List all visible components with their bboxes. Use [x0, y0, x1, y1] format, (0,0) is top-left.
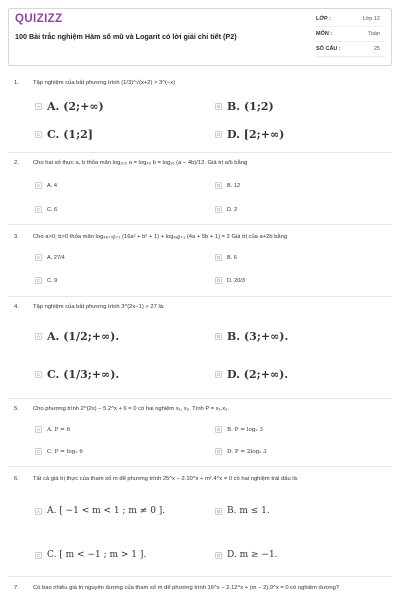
- option-text: D. P = 2log₂ 3: [227, 448, 267, 455]
- meta-label: LỚP :: [316, 16, 331, 22]
- document-title: 100 Bài trắc nghiệm Hàm số mũ và Logarit có lời giải chi tiết (P2): [15, 32, 237, 41]
- option-4a[interactable]: [35, 330, 119, 343]
- option-box[interactable]: B: [215, 254, 222, 261]
- option-3d[interactable]: [215, 277, 245, 284]
- meta-value: Lớp 12: [362, 16, 380, 22]
- option-text: A. P = 6: [47, 426, 71, 433]
- option-box[interactable]: B: [215, 508, 222, 515]
- question-text: Cho hai số thực a, b thỏa mãn log₁₀₀ a = log₄₀ b = log₁₆ (a − 4b)/12. Giá trị a/b bằng: [33, 160, 248, 166]
- option-text: A. [ −1 < m < 1 ; m ≠ 0 ].: [47, 506, 166, 516]
- option-text: C. 9: [47, 277, 58, 284]
- option-1c[interactable]: [35, 128, 93, 141]
- question-number: 3.: [14, 234, 19, 240]
- question-number: 4.: [14, 304, 19, 310]
- option-text: B. 12: [227, 182, 241, 189]
- option-1d[interactable]: [215, 128, 284, 141]
- meta-value: Toán: [368, 31, 380, 37]
- option-1a[interactable]: [35, 100, 104, 113]
- option-2d[interactable]: [215, 206, 237, 213]
- divider: [8, 152, 392, 153]
- meta-label: MÔN :: [316, 31, 333, 37]
- option-box[interactable]: A: [35, 254, 42, 261]
- question-text: Cho a>0; b>0 thỏa mãn log₄ₐ₊₅ᵦ₊₁ (16a² + b² + 1) + log₈ₐᵦ₊₁ (4a + 5b + 1) = 2 Giá trị của a+2b bằng: [33, 234, 288, 240]
- divider: [8, 398, 392, 399]
- option-box[interactable]: D: [216, 278, 221, 283]
- divider: [8, 296, 392, 297]
- question-text: Cho phương trình 2^(2x) − 5.2^x + 6 = 0 có hai nghiệm x₁, x₂. Tính P = x₁.x₂.: [33, 406, 229, 412]
- option-box[interactable]: C: [36, 372, 41, 377]
- option-6d[interactable]: [215, 550, 278, 560]
- question-text: Tập nghiệm của bất phương trình 3^(2x−1) > 27 là:: [33, 304, 165, 310]
- option-box[interactable]: D: [216, 207, 221, 212]
- option-text: D. (2;+∞).: [227, 368, 289, 381]
- divider: [8, 224, 392, 225]
- divider: [8, 466, 392, 467]
- question-number: 2.: [14, 160, 19, 166]
- option-6c[interactable]: [35, 550, 146, 560]
- option-box[interactable]: D: [216, 372, 221, 377]
- option-box[interactable]: A: [35, 333, 42, 340]
- option-box[interactable]: A: [35, 508, 42, 515]
- option-5c[interactable]: [35, 448, 83, 455]
- option-4c[interactable]: [35, 368, 119, 381]
- meta-value: 25: [373, 46, 380, 52]
- question-number: 7.: [14, 585, 19, 591]
- option-text: B. (3;+∞).: [227, 330, 289, 343]
- option-text: C. (1/3;+∞).: [47, 368, 120, 381]
- question-text: Tập nghiệm của bất phương trình (1/3)^√(x+2) > 3^(−x): [33, 80, 176, 86]
- option-box[interactable]: A: [35, 103, 42, 110]
- option-text: D. m ≥ −1.: [227, 550, 278, 560]
- option-text: C. P = log₂ 6: [47, 448, 83, 455]
- option-box[interactable]: A: [35, 426, 42, 433]
- meta-row-class: [316, 12, 386, 27]
- option-box[interactable]: B: [215, 426, 222, 433]
- option-2b[interactable]: [215, 182, 240, 189]
- option-box[interactable]: C: [36, 278, 41, 283]
- option-box[interactable]: D: [216, 449, 221, 454]
- option-1b[interactable]: [215, 100, 274, 113]
- option-box[interactable]: A: [35, 182, 42, 189]
- question-number: 6.: [14, 476, 19, 482]
- option-box[interactable]: B: [215, 333, 222, 340]
- option-3c[interactable]: [35, 277, 57, 284]
- option-text: D. 20/3: [227, 277, 246, 284]
- option-5d[interactable]: [215, 448, 267, 455]
- option-text: A. (2;+∞): [47, 100, 104, 113]
- option-6b[interactable]: [215, 506, 270, 516]
- option-box[interactable]: D: [216, 552, 221, 558]
- option-text: A. 27/4: [47, 254, 65, 261]
- question-number: 5.: [14, 406, 19, 412]
- option-text: B. m ≤ 1.: [227, 506, 270, 516]
- question-number: 1.: [14, 80, 19, 86]
- option-text: B. P = log₂ 3: [227, 426, 263, 433]
- option-text: C. [ m < −1 ; m > 1 ].: [47, 550, 147, 560]
- option-box[interactable]: C: [36, 132, 41, 137]
- meta-row-subject: [316, 27, 386, 42]
- option-text: B. 6: [227, 254, 237, 261]
- option-5a[interactable]: [35, 426, 70, 433]
- option-text: C. (1;2]: [47, 128, 93, 141]
- option-box[interactable]: C: [36, 552, 41, 558]
- option-2c[interactable]: [35, 206, 57, 213]
- option-4d[interactable]: [215, 368, 288, 381]
- quizizz-logo: QUIZIZZ: [15, 13, 63, 25]
- option-6a[interactable]: [35, 506, 165, 516]
- option-box[interactable]: B: [215, 182, 222, 189]
- question-text: Tất cả giá trị thực của tham số m để phương trình 25^x − 2.10^x + m².4^x = 0 có hai nghiệm trái dấu là:: [33, 476, 299, 482]
- option-3a[interactable]: [35, 254, 65, 261]
- option-text: A. 4: [47, 182, 57, 189]
- option-box[interactable]: D: [216, 132, 221, 137]
- option-text: A. (1/2;+∞).: [47, 330, 120, 343]
- option-box[interactable]: C: [36, 207, 41, 212]
- option-3b[interactable]: [215, 254, 237, 261]
- meta-row-count: [316, 42, 386, 57]
- meta-label: SỐ CÂU :: [316, 46, 341, 52]
- meta-table: [316, 12, 386, 57]
- option-text: C. 6: [47, 206, 58, 213]
- option-text: B. (1;2): [227, 100, 274, 113]
- option-text: D. 2: [227, 206, 238, 213]
- option-box[interactable]: B: [215, 103, 222, 110]
- option-box[interactable]: C: [36, 449, 41, 454]
- question-text: Có bao nhiêu giá trị nguyên dương của tham số m để phương trình 16^x − 2.12^x + (m − 2).9^x = 0 có nghiệm dương?: [33, 585, 340, 591]
- divider: [8, 576, 392, 577]
- option-2a[interactable]: [35, 182, 57, 189]
- option-text: D. [2;+∞): [227, 128, 285, 141]
- option-5b[interactable]: [215, 426, 263, 433]
- option-4b[interactable]: [215, 330, 288, 343]
